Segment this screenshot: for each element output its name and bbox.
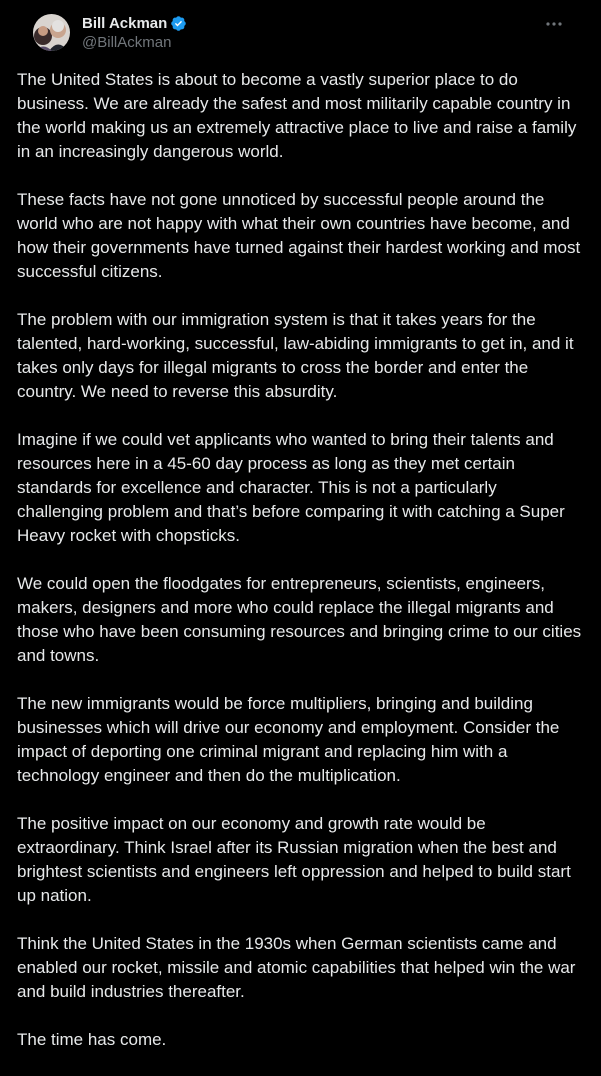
post-paragraph: Imagine if we could vet applicants who wanted to bring their talents and resources here in a 45-60 day process as long as they met certain standards for excellence and character. This is not a particularly challenging problem and that’s before comparing it with catching a Super Heavy rocket with chopsticks. <box>17 430 565 545</box>
avatar-image <box>33 14 70 51</box>
more-horizontal-icon[interactable] <box>544 14 564 34</box>
post-paragraph: The new immigrants would be force multipliers, bringing and building businesses which will drive our economy and employment. Consider the impact of deporting one criminal migrant and replacing him with a technology engineer and then do the multiplication. <box>17 694 560 785</box>
author-name-row <box>82 13 187 33</box>
post-text <box>17 68 587 1076</box>
post-paragraph: The problem with our immigration system is that it takes years for the talented, hard-working, successful, law-abiding immigrants to get in, and it takes only days for illegal migrants to cross the border and enter the country. We need to reverse this absurdity. <box>17 310 574 401</box>
author-handle[interactable]: @BillAckman <box>82 34 172 51</box>
post-paragraph: Think the United States in the 1930s when German scientists came and enabled our rocket, missile and atomic capabilities that helped win the war and build industries thereafter. <box>17 934 576 1001</box>
post-header <box>17 0 584 62</box>
post-paragraph: The United States is about to become a vastly superior place to do business. We are already the safest and most militarily capable country in the world making us an extremely attractive place to live and raise a family in an increasingly dangerous world. <box>17 70 577 161</box>
author-display-name[interactable]: Bill Ackman <box>82 14 168 32</box>
post-paragraph: The positive impact on our economy and growth rate would be extraordinary. Think Israel after its Russian migration when the best and brightest scientists and engineers left oppression and helped to build start up nation. <box>17 814 571 905</box>
post-paragraph: The time has come. <box>17 1030 167 1049</box>
avatar[interactable] <box>33 14 70 51</box>
verified-badge-icon[interactable] <box>170 15 187 32</box>
author-block <box>82 13 187 51</box>
post-paragraph: We could open the floodgates for entrepreneurs, scientists, engineers, makers, designers and more who could replace the illegal migrants and those who have been consuming resources and bringing crime to our cities and towns. <box>17 574 582 665</box>
post-paragraph: These facts have not gone unnoticed by successful people around the world who are not happy with what their own countries have become, and how their governments have turned against their hardest working and most successful citizens. <box>17 190 581 281</box>
